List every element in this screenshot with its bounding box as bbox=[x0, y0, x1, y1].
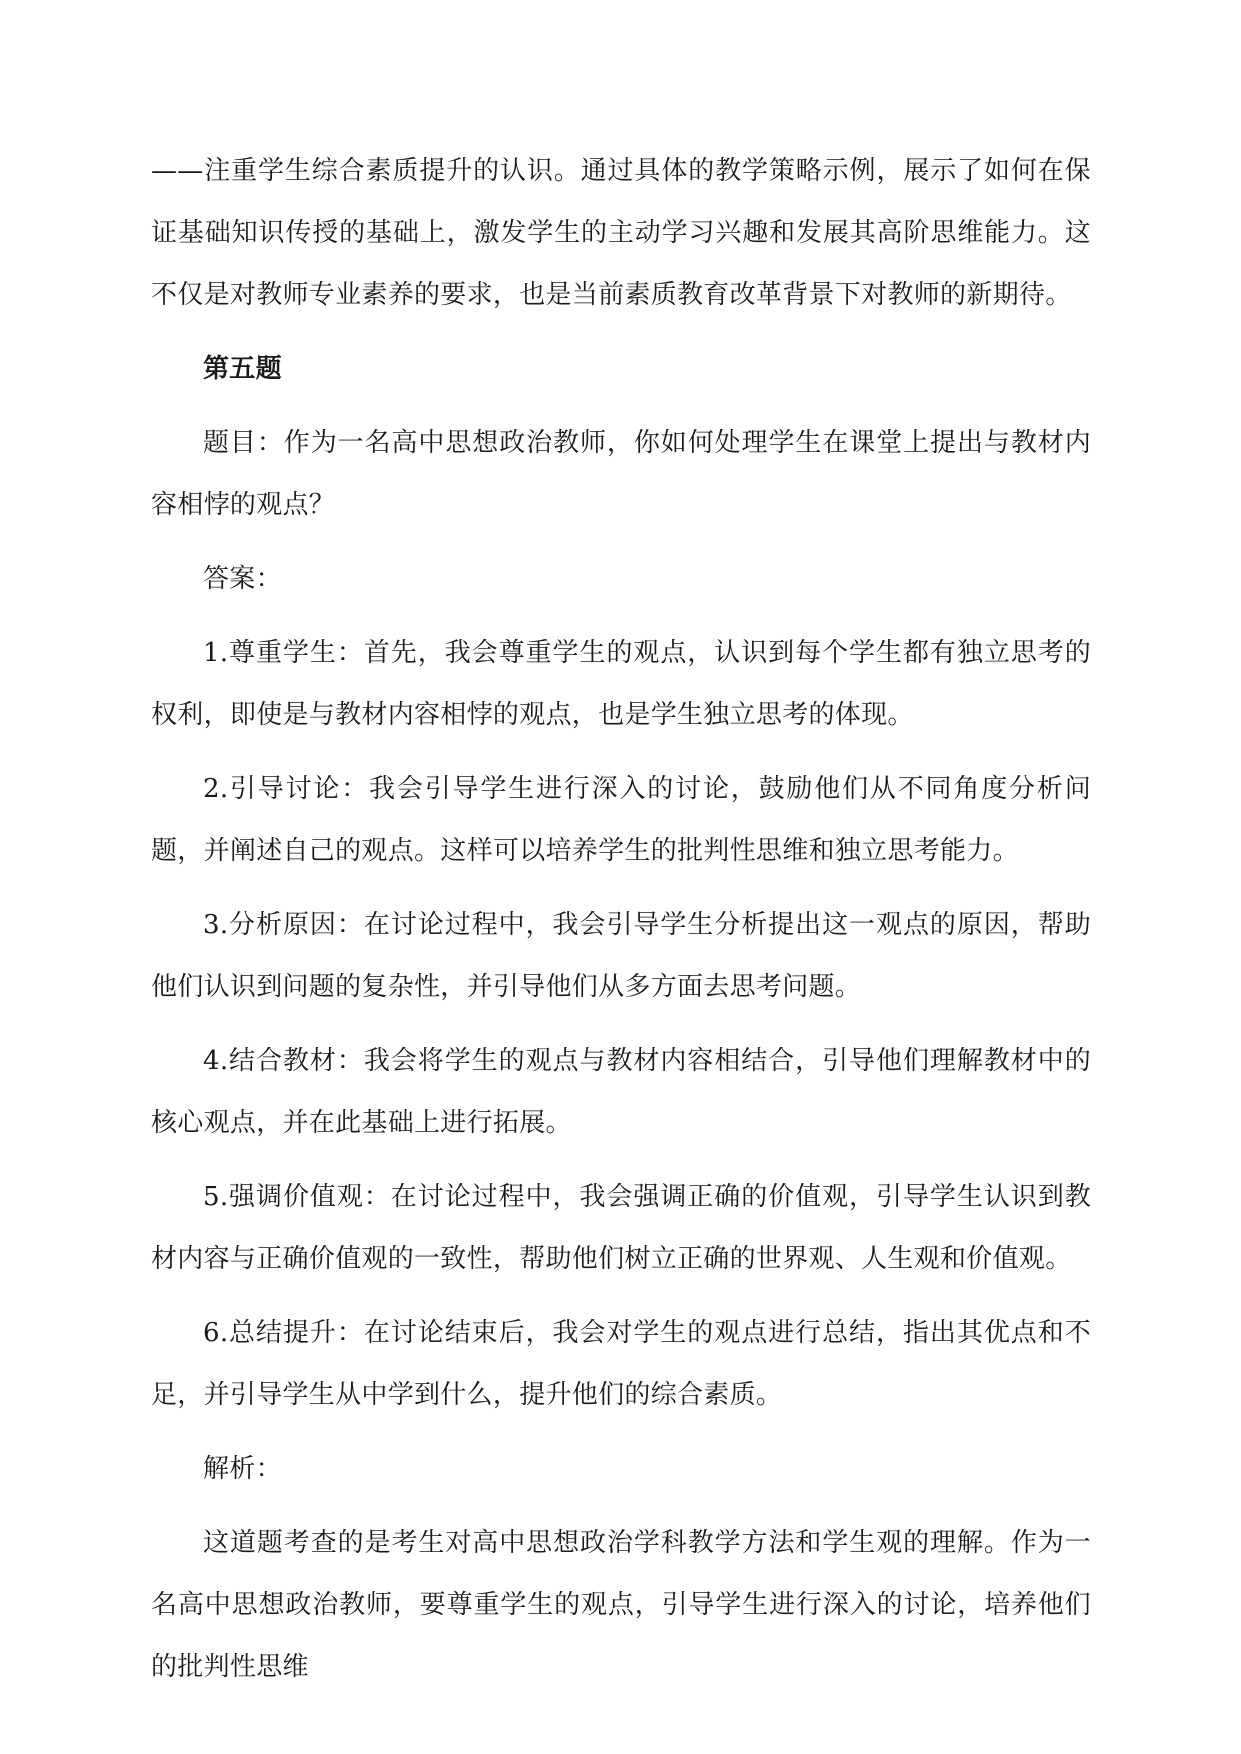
answer-item-4: 4.结合教材：我会将学生的观点与教材内容相结合，引导他们理解教材中的核心观点，并在此基础上进行拓展。 bbox=[151, 1046, 1091, 1138]
section-title: 第五题 bbox=[203, 354, 282, 384]
document-page bbox=[151, 140, 1091, 1710]
answer-item-5: 5.强调价值观：在讨论过程中，我会强调正确的价值观，引导学生认识到教材内容与正确价值观的一致性，帮助他们树立正确的世界观、人生观和价值观。 bbox=[151, 1182, 1091, 1274]
answer-item-6: 6.总结提升：在讨论结束后，我会对学生的观点进行总结，指出其优点和不足，并引导学生从中学到什么，提升他们的综合素质。 bbox=[151, 1318, 1091, 1410]
answer-item-2: 2.引导讨论：我会引导学生进行深入的讨论，鼓励他们从不同角度分析问题，并阐述自己的观点。这样可以培养学生的批判性思维和独立思考能力。 bbox=[151, 774, 1091, 866]
answer-label: 答案： bbox=[203, 564, 282, 594]
answer-item-1: 1.尊重学生：首先，我会尊重学生的观点，认识到每个学生都有独立思考的权利，即使是与教材内容相悖的观点，也是学生独立思考的体现。 bbox=[151, 638, 1091, 730]
analysis-label: 解析： bbox=[203, 1454, 282, 1484]
answer-item-3: 3.分析原因：在讨论过程中，我会引导学生分析提出这一观点的原因，帮助他们认识到问题的复杂性，并引导他们从多方面去思考问题。 bbox=[151, 910, 1091, 1002]
analysis-paragraph: 这道题考查的是考生对高中思想政治学科教学方法和学生观的理解。作为一名高中思想政治教师，要尊重学生的观点，引导学生进行深入的讨论，培养他们的批判性思维 bbox=[151, 1528, 1091, 1682]
question-paragraph: 题目：作为一名高中思想政治教师，你如何处理学生在课堂上提出与教材内容相悖的观点？ bbox=[151, 428, 1091, 520]
intro-paragraph: ——注重学生综合素质提升的认识。通过具体的教学策略示例，展示了如何在保证基础知识传授的基础上，激发学生的主动学习兴趣和发展其高阶思维能力。这不仅是对教师专业素养的要求，也是当前素质教育改革背景下对教师的新期待。 bbox=[151, 156, 1091, 310]
